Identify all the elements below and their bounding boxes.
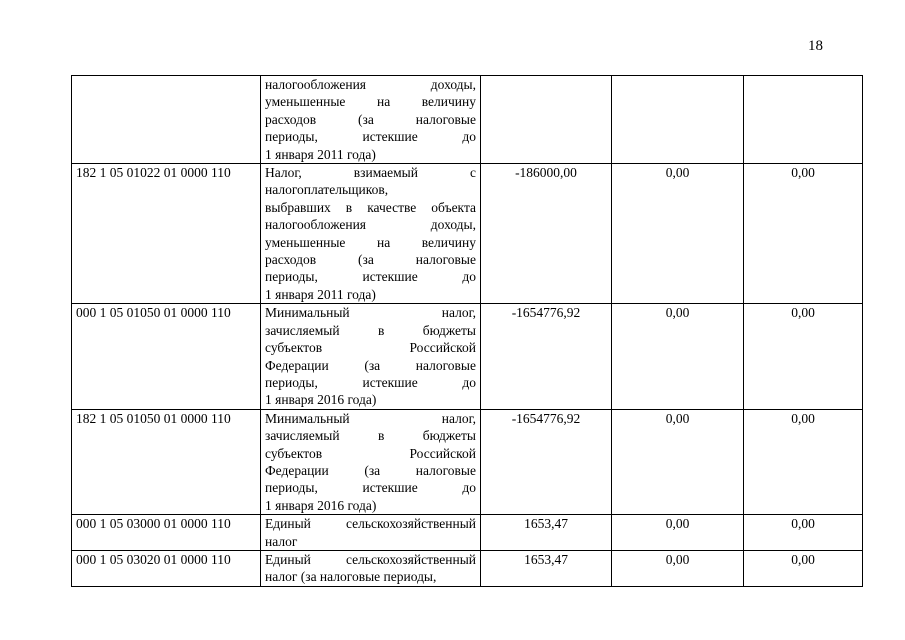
- table-row: [72, 515, 863, 551]
- revenue-name-line: 1 января 2016 года): [265, 497, 377, 513]
- amount-cell-col3: -1654776,92: [481, 409, 612, 514]
- table-body: [72, 76, 863, 587]
- revenue-name-line: Налог, взимаемый с: [265, 165, 476, 181]
- revenue-name-line: 1 января 2011 года): [265, 286, 376, 302]
- revenue-name-line: Минимальный налог,: [265, 305, 476, 321]
- amount-cell-col3: -1654776,92: [481, 304, 612, 409]
- amount-cell-col4: 0,00: [612, 550, 744, 586]
- revenue-name-line: периоды, истекшие до: [265, 374, 476, 390]
- revenue-name-line: периоды, истекшие до: [265, 480, 476, 496]
- amount-cell-col3: 1653,47: [481, 550, 612, 586]
- revenue-name-line: субъектов Российской: [265, 340, 476, 356]
- amount-cell-col4: 0,00: [612, 409, 744, 514]
- table-row: [72, 304, 863, 409]
- revenue-name-line: зачисляемый в бюджеты: [265, 428, 476, 444]
- revenue-name-cell: [261, 550, 481, 586]
- budget-code-cell: 000 1 05 03000 01 0000 110: [72, 515, 261, 551]
- revenue-name-line: Минимальный налог,: [265, 410, 476, 426]
- revenue-name-line: налог (за налоговые периоды,: [265, 569, 437, 585]
- revenue-name-line: 1 января 2011 года): [265, 146, 376, 162]
- revenue-name-line: налогообложения доходы,: [265, 77, 476, 92]
- revenue-name-line: налогоплательщиков,: [265, 182, 389, 198]
- revenue-name-line: 1 января 2016 года): [265, 392, 377, 408]
- revenue-name-line: зачисляемый в бюджеты: [265, 322, 476, 338]
- revenue-name-line: Федерации (за налоговые: [265, 357, 476, 373]
- revenue-name-line: налогообложения доходы,: [265, 217, 476, 233]
- revenue-name-cell: [261, 76, 481, 164]
- revenue-name-line: выбравших в качестве объекта: [265, 199, 476, 215]
- amount-cell-col5: 0,00: [744, 304, 863, 409]
- amount-cell-col5: 0,00: [744, 550, 863, 586]
- amount-cell-col4: 0,00: [612, 164, 744, 304]
- amount-cell-col4: [612, 76, 744, 164]
- revenue-name-line: Федерации (за налоговые: [265, 462, 476, 478]
- revenue-name-line: Единый сельскохозяйственный: [265, 516, 476, 532]
- revenue-name-line: уменьшенные на величину: [265, 234, 476, 250]
- table-row: [72, 76, 863, 164]
- amount-cell-col3: 1653,47: [481, 515, 612, 551]
- revenue-name-cell: [261, 409, 481, 514]
- amount-cell-col3: -186000,00: [481, 164, 612, 304]
- budget-code-cell: 182 1 05 01022 01 0000 110: [72, 164, 261, 304]
- amount-cell-col3: [481, 76, 612, 164]
- revenue-name-line: налог: [265, 533, 298, 549]
- revenue-name-cell: [261, 164, 481, 304]
- revenue-name-line: периоды, истекшие до: [265, 269, 476, 285]
- amount-cell-col5: [744, 76, 863, 164]
- revenue-name-line: субъектов Российской: [265, 445, 476, 461]
- budget-code-cell: 000 1 05 03020 01 0000 110: [72, 550, 261, 586]
- table-row: [72, 409, 863, 514]
- revenue-name-cell: [261, 515, 481, 551]
- revenue-name-line: Единый сельскохозяйственный: [265, 551, 476, 567]
- budget-revenue-table: [71, 75, 863, 587]
- table-row: [72, 550, 863, 586]
- amount-cell-col5: 0,00: [744, 164, 863, 304]
- revenue-name-line: периоды, истекшие до: [265, 129, 476, 145]
- budget-code-cell: 182 1 05 01050 01 0000 110: [72, 409, 261, 514]
- amount-cell-col5: 0,00: [744, 409, 863, 514]
- table-row: [72, 164, 863, 304]
- revenue-name-line: уменьшенные на величину: [265, 94, 476, 110]
- revenue-name-line: расходов (за налоговые: [265, 252, 476, 268]
- revenue-name-line: расходов (за налоговые: [265, 111, 476, 127]
- amount-cell-col4: 0,00: [612, 515, 744, 551]
- amount-cell-col4: 0,00: [612, 304, 744, 409]
- budget-code-cell: 000 1 05 01050 01 0000 110: [72, 304, 261, 409]
- page-number: 18: [808, 38, 823, 54]
- amount-cell-col5: 0,00: [744, 515, 863, 551]
- budget-code-cell: [72, 76, 261, 164]
- revenue-name-cell: [261, 304, 481, 409]
